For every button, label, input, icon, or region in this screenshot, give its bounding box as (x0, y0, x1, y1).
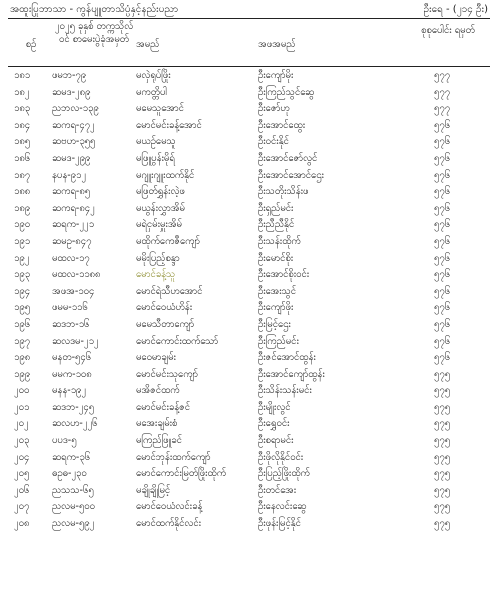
roll-number: မမက-၁၀၈ (52, 368, 92, 380)
total-marks: ၅၇၆ (434, 269, 451, 281)
roll-number: ဆကရ-၈၅ (52, 186, 91, 198)
total-marks: ၅၇၇ (434, 103, 451, 115)
student-name: မချိုချိုမြင့် (136, 484, 171, 496)
student-name: မယွန်းလွှာအိမ် (136, 202, 185, 214)
row-number: ၂၀၇ (14, 501, 30, 513)
row-number: ၁၈၃ (14, 103, 31, 115)
roll-number: ဖမမ-၁၁၆ (52, 302, 88, 314)
total-marks: ၅၇၅ (434, 484, 451, 496)
roll-number: ဆကရ-၈၄၂ (52, 202, 95, 214)
row-number: ၂၀၃ (14, 435, 30, 447)
total-marks: ၅၇၆ (434, 318, 451, 330)
roll-number: ဆမဒ-၂၈၉ (52, 86, 91, 98)
table-row (0, 450, 495, 467)
roll-number: ညသသ-၆၅ (52, 484, 94, 496)
total-marks: ၅၇၆ (434, 335, 451, 347)
table-row (0, 134, 495, 151)
student-name: မောင်ကောင်းထက်သော် (136, 335, 219, 347)
table-row (0, 68, 495, 85)
student-name: မကတ္တိပါ (136, 86, 168, 98)
total-marks: ၅၇၅ (434, 451, 451, 463)
table-row (0, 217, 495, 234)
father-name: ဦးရှည်မင်း (258, 202, 294, 214)
row-number: ၁၉၁ (14, 235, 31, 247)
father-name: ဦးဇော်ဟု (258, 103, 290, 115)
table-row (0, 499, 495, 516)
total-marks: ၅၇၅ (434, 435, 451, 447)
row-number: ၁၉၅ (14, 302, 31, 314)
row-number: ၁၉၄ (14, 285, 31, 297)
father-name: ဦးမြင့်ဌေး (258, 318, 291, 330)
total-marks: ၅၇၆ (434, 136, 451, 148)
roll-number: ဆဒဘ-၁၆ (52, 318, 90, 330)
table-row (0, 101, 495, 118)
table-row (0, 334, 495, 351)
row-number: ၂၀၂ (14, 418, 29, 430)
father-name: ဦးပြည့်ဖြိုးထိုက် (258, 468, 310, 480)
column-header-roll-number: ၂၀၂၅ ခုနှစ် တက္ကသိုလ်ဝင် စာမေးပွဲခုံအမှတ် (54, 21, 134, 45)
roll-number: ဆလဒမ-၂၁၂ (52, 335, 99, 347)
total-marks: ၅၇၅ (434, 518, 451, 530)
total-marks: ၅၇၇ (434, 86, 451, 98)
roll-number: မထလ-၁၁၈၈ (52, 269, 101, 281)
row-number: ၂၀၅ (14, 468, 30, 480)
table-row (0, 234, 495, 251)
row-number: ၁၈၂ (14, 86, 30, 98)
father-name: ဦးသန်းထိုက် (258, 235, 301, 247)
total-marks: ၅၇၅ (434, 468, 451, 480)
roll-number: မနတ-၅၄၆ (52, 352, 92, 364)
header-rule-bottom (8, 66, 490, 67)
father-name: ဦးအောင်ထွေး (258, 119, 306, 131)
student-name: မဂျူးဂျူးထက်နိုင် (136, 169, 195, 181)
roll-number: ညလမ-၅၀၀ (52, 501, 95, 513)
table-row (0, 284, 495, 301)
total-marks: ၅၇၆ (434, 119, 451, 131)
father-name: ဦးတင်အေး (258, 484, 297, 496)
roll-number: ပပဒ-၅ (52, 435, 77, 447)
father-name: ဦးသိန်းသန်းမင်း (258, 385, 312, 397)
total-marks: ၅၇၆ (434, 202, 451, 214)
total-marks: ၅၇၅ (434, 385, 451, 397)
page-header (10, 2, 488, 18)
row-number: ၂၀၈ (14, 518, 30, 530)
table-row (0, 317, 495, 334)
roll-number: ဆဒဘ-၂၄၅ (52, 401, 95, 413)
father-name: ဦးကျော်မိုး (258, 70, 294, 81)
student-name: မောင်မင်းခန့်အောင် (136, 119, 202, 131)
student-name: မမေသူအောင် (136, 103, 184, 115)
table-row (0, 201, 495, 218)
row-number: ၁၈၇ (14, 169, 31, 181)
father-name: ဦးအေးသွင် (258, 285, 297, 297)
student-name: မအေးချမ်းစံ (136, 418, 178, 430)
total-marks: ၅၇၆ (434, 235, 451, 247)
roll-number: အဖအ-၁၀၄ (52, 285, 95, 297)
table-row (0, 267, 495, 284)
roll-number: ဆမဥ-၈၄၇ (52, 235, 92, 247)
row-number: ၁၉၆ (14, 318, 31, 330)
student-name: မောင်မင်းသုကျော် (136, 368, 198, 380)
row-number: ၁၉၃ (14, 269, 31, 281)
father-name: ဦးဖုန်းမြင့်နိုင် (258, 518, 301, 530)
roll-number: နပန-၉၁၂ (52, 169, 87, 181)
table-row (0, 367, 495, 384)
roll-number: မထလ-၁၇ (52, 252, 90, 264)
subject-title: အထူးပြုဘာသာ - ကွန်ပျူတာသိပ္ပံနှင့်နည်းပညာ (10, 4, 179, 15)
table-row (0, 300, 495, 317)
total-marks: ၅၇၆ (434, 252, 451, 264)
father-name: ဦးကြည်သွင်ဆွေ (258, 86, 315, 98)
row-number: ၁၈၆ (14, 152, 31, 164)
table-row (0, 433, 495, 450)
total-marks: ၅၇၆ (434, 219, 451, 231)
table-row (0, 85, 495, 102)
student-name: မောင်ထက်နိုင်လင်း (136, 518, 202, 530)
roll-number: ဆမဒ-၂၉၉ (52, 152, 91, 164)
roll-number: ဖမဘ-၇၉ (52, 70, 87, 81)
total-marks: ၅၇၆ (434, 302, 451, 314)
roll-number: မနန-၁၉၂ (52, 385, 87, 397)
student-name: မရဲငှမ်းမှူးအိမ် (136, 219, 182, 231)
father-name: ဦးအောင်စိုးဝင်း (258, 269, 310, 281)
column-header-father-name: အဖအမည် (258, 39, 296, 50)
table-row (0, 251, 495, 268)
total-marks: ၅၇၅ (434, 501, 451, 513)
father-name: ဦးအောင်အောင်ဌေး (258, 169, 324, 181)
row-number: ၁၈၉ (14, 202, 31, 214)
father-name: ဦးဖိုလိုနိုင်ဝင်း (258, 451, 304, 463)
student-name: မဖြတ်ရွှန်းလဲ့ဖ (136, 186, 185, 198)
student-name: မမိုးပြည့်စန္ဒာ (136, 252, 180, 264)
roll-number: ဆရက-၂၂၁ (52, 219, 95, 231)
student-name: မောင်ခန့်သူ (136, 269, 176, 281)
total-marks: ၅၇၆ (434, 152, 451, 164)
roll-number: ဆလဟ-၂၂၆ (52, 418, 98, 430)
father-name: ဦးနေလင်းဆွေ (258, 501, 307, 513)
roll-number: ဆရက-၃၆ (52, 451, 91, 463)
row-number: ၂၀၁ (14, 401, 30, 413)
row-number: ၁၉၇ (14, 335, 31, 347)
table-row (0, 383, 495, 400)
row-number: ၁၉၈ (14, 352, 31, 364)
total-marks: ၅၇၇ (434, 70, 451, 81)
row-number: ၁၉၀ (14, 219, 31, 231)
table-row (0, 466, 495, 483)
total-marks: ၅၇၆ (434, 186, 451, 198)
father-name: ဦးကြည်မင်း (258, 335, 299, 347)
roll-number: ညလမ-၅၉၂ (52, 518, 95, 530)
student-name: မောင်ဝေယံလင်းခန့် (136, 501, 203, 513)
table-row (0, 483, 495, 500)
father-name: ဦးအောင်ကျော်ထွန်း (258, 368, 325, 380)
table-row (0, 516, 495, 533)
father-name: ဦးရွှေဝင်း (258, 418, 290, 430)
roll-number: ဆဗဟ-၃၅၅ (52, 136, 96, 148)
father-name: ဦးမျိုးလွင် (258, 401, 291, 413)
student-name: မထိုက်ကေဇီကျော် (136, 235, 200, 247)
student-name: မဖြူပွန်းမိုရ် (136, 152, 175, 164)
candidate-count: ဦးရေ - (၂၁၄ ဦး) (423, 4, 488, 15)
row-number: ၁၈၅ (14, 136, 31, 148)
student-name: မောင်ဘုန်းထက်ကျော် (136, 451, 211, 463)
student-name: မောင်ဝေယံဟိန်း (136, 302, 193, 314)
student-name: မဝေမာချမ်း (136, 352, 176, 364)
row-number: ၁၈၄ (14, 119, 31, 131)
row-number: ၁၉၂ (14, 252, 30, 264)
row-number: ၁၈၈ (14, 186, 31, 198)
father-name: ဦးစရာမင်း (258, 435, 294, 447)
student-name: မအိဇင်ထက် (136, 385, 180, 397)
column-header-name: အမည် (136, 39, 160, 50)
student-name: မကြည်ဖြူခင် (136, 435, 182, 447)
row-number: ၂၀၀ (14, 385, 30, 397)
column-header-total-marks: စုစုပေါင်း ရမှတ် (421, 25, 475, 36)
father-name: ဦးကျော်ဖိုး (258, 302, 294, 314)
table-row (0, 168, 495, 185)
column-header-number: စဉ် (25, 39, 37, 50)
table-row (0, 400, 495, 417)
father-name: ဦးဝင်းနိုင် (258, 136, 289, 148)
table-row (0, 416, 495, 433)
table-row (0, 184, 495, 201)
total-marks: ၅၇၆ (434, 352, 451, 364)
table-row (0, 350, 495, 367)
student-name: မယဉ်မေသူ (136, 136, 176, 148)
student-name: မောင်မင်းခန့်ဇင် (136, 401, 191, 413)
student-name: မောင်ရဲသီဟအောင် (136, 285, 203, 297)
roll-number: ဓဥဓ-၂၃၀ (52, 468, 87, 480)
father-name: ဦးမောင်စိုး (258, 252, 294, 264)
total-marks: ၅၇၅ (434, 401, 451, 413)
row-number: ၂၀၄ (14, 451, 30, 463)
table-row (0, 118, 495, 135)
roll-number: ညဘလ-၁၃၉ (52, 103, 99, 115)
student-name: မလှဲရုပ်ဖြိုး (136, 70, 171, 81)
student-name: မောင်ကောင်းမြတ်ဖြိုးထိုက် (136, 468, 226, 480)
total-marks: ၅၇၆ (434, 285, 451, 297)
father-name: ဦးဇင်အောင်ထွန်း (258, 352, 316, 364)
total-marks: ၅၇၆ (434, 169, 451, 181)
roll-number: ဆကရ-၄၇၂ (52, 119, 95, 131)
row-number: ၁၉၉ (14, 368, 31, 380)
total-marks: ၅၇၅ (434, 368, 451, 380)
father-name: ဦးညီညီနိုင် (258, 219, 295, 231)
father-name: ဦးအောင်ဇော်လွင် (258, 152, 318, 164)
results-table (0, 68, 495, 533)
row-number: ၂၀၆ (14, 484, 30, 496)
student-name: မမေသီတာကျော် (136, 318, 195, 330)
header-rule-top (8, 18, 490, 19)
row-number: ၁၈၁ (14, 70, 31, 81)
total-marks: ၅၇၅ (434, 418, 451, 430)
table-row (0, 151, 495, 168)
father-name: ဦးသတိုးသိန်းဖ (258, 186, 309, 198)
